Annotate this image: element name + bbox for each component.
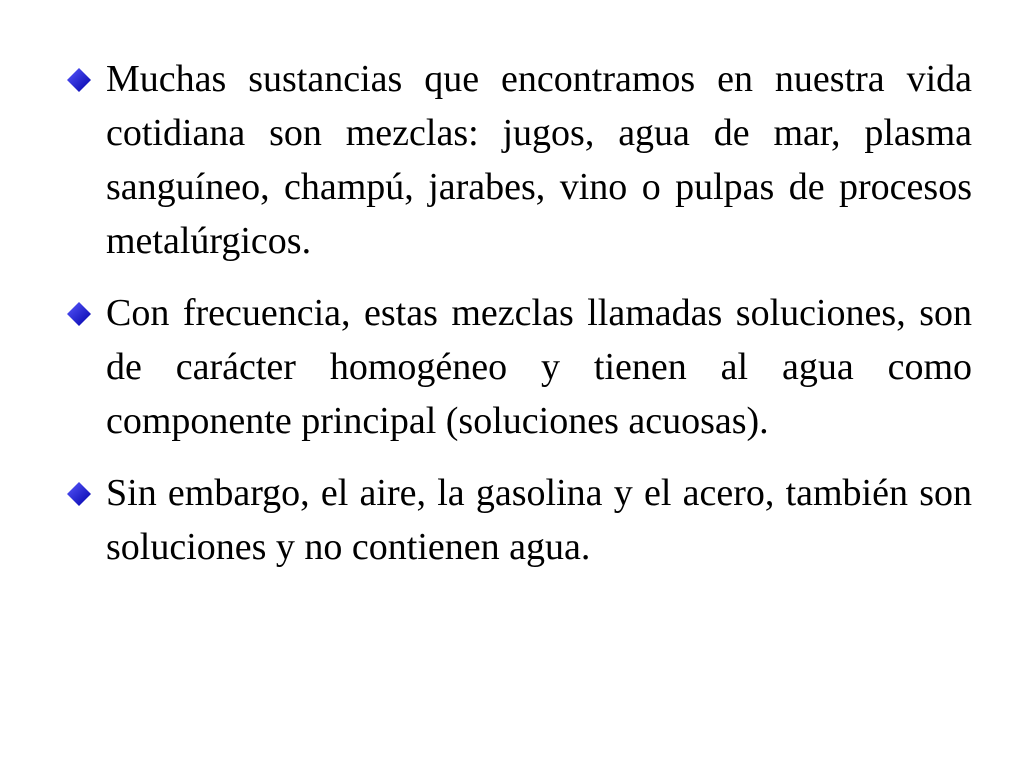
diamond-bullet-icon bbox=[66, 481, 92, 507]
bullet-text: Sin embargo, el aire, la gasolina y el acero, también son soluciones y no contienen agua. bbox=[106, 472, 972, 568]
diamond-bullet-icon bbox=[66, 67, 92, 93]
bullet-list bbox=[62, 52, 972, 592]
bullet-item bbox=[62, 52, 972, 268]
bullet-text: Con frecuencia, estas mezclas llamadas soluciones, son de carácter homogéneo y tienen al agua como componente principal (soluciones acuosas). bbox=[106, 292, 972, 442]
bullet-item bbox=[62, 286, 972, 448]
bullet-text: Muchas sustancias que encontramos en nuestra vida cotidiana son mezclas: jugos, agua de mar, plasma sanguíneo, champú, jarabes, vino o pulpas de procesos metalúrgicos. bbox=[106, 58, 972, 262]
diamond-bullet-icon bbox=[66, 301, 92, 327]
bullet-item bbox=[62, 466, 972, 574]
